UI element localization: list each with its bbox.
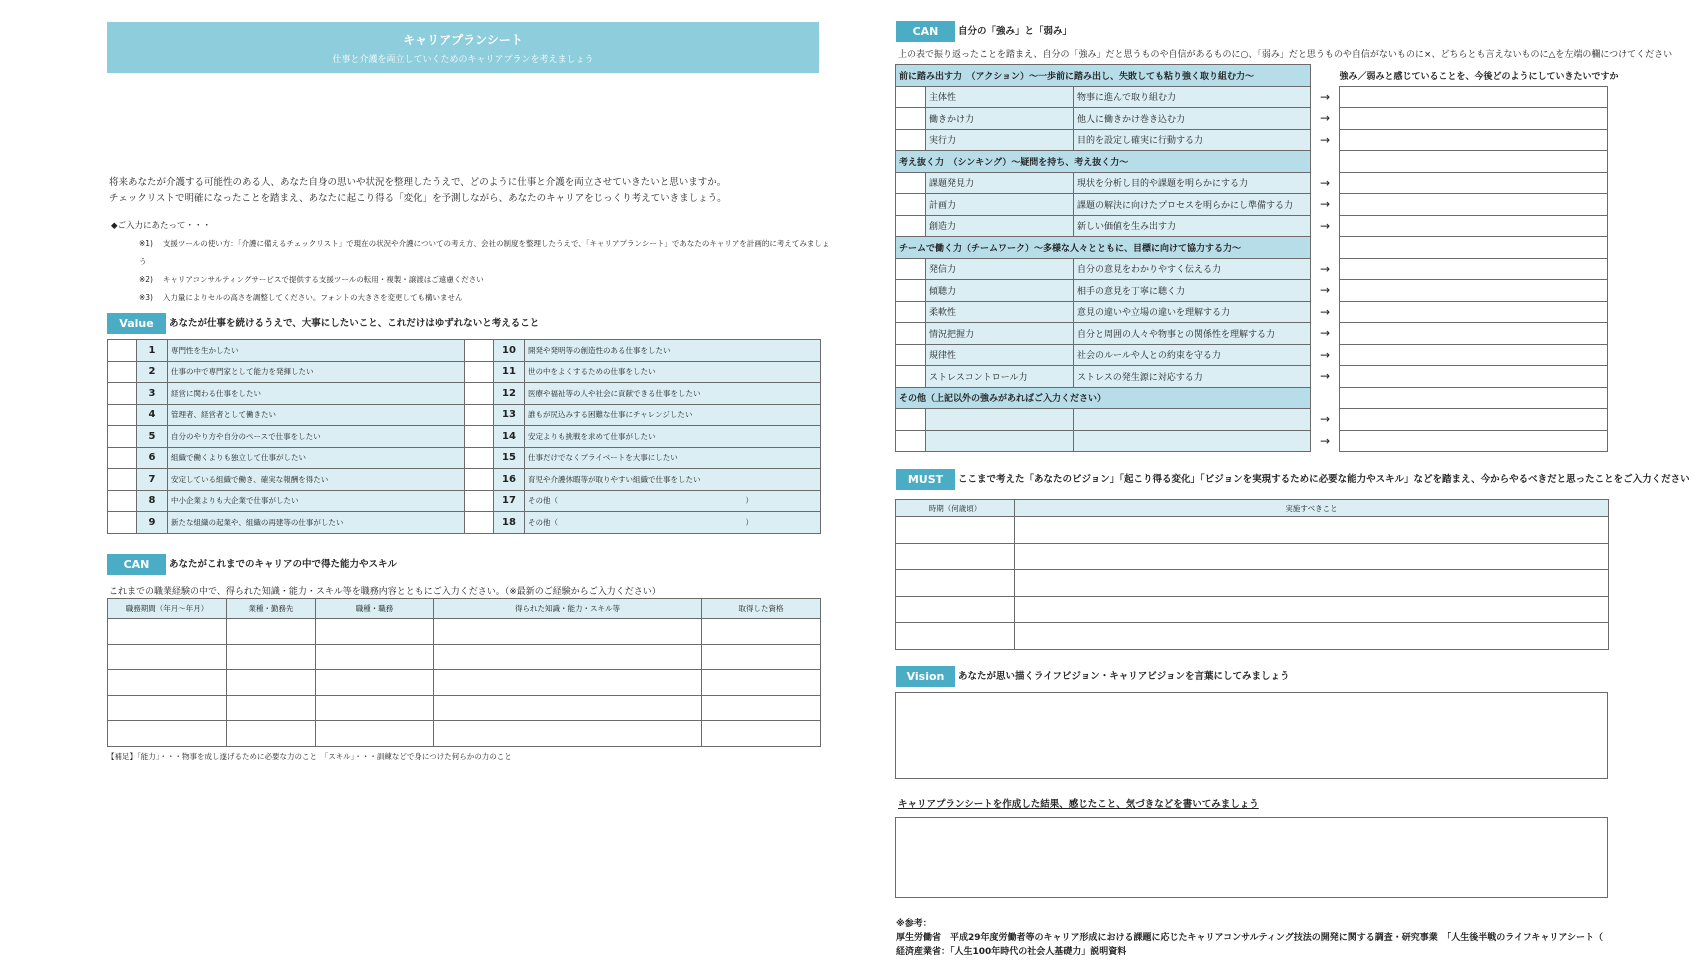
strength-mark-cell[interactable] bbox=[896, 430, 926, 452]
strength-item-desc: 相手の意見を丁寧に聴く力 bbox=[1074, 280, 1311, 302]
strength-mark-cell[interactable] bbox=[896, 194, 926, 216]
strength-item-name: 課題発見力 bbox=[926, 172, 1074, 194]
career-cell[interactable] bbox=[227, 644, 316, 670]
value-number: 18 bbox=[494, 512, 525, 534]
must-row bbox=[896, 596, 1609, 623]
career-row bbox=[108, 695, 821, 721]
col-job: 職種・職務 bbox=[316, 599, 434, 619]
strength-item-name: 創造力 bbox=[926, 215, 1074, 237]
strength-item-row bbox=[896, 172, 1608, 194]
spacer bbox=[1311, 65, 1340, 87]
strength-mark-cell[interactable] bbox=[896, 301, 926, 323]
can-career-title: あなたがこれまでのキャリアの中で得た能力やスキル bbox=[169, 559, 397, 570]
value-check-cell[interactable] bbox=[465, 469, 494, 491]
can-strength-desc: 上の表で振り返ったことを踏まえ、自分の「強み」だと思うものや自信があるものに○、「弱み」だと思うものや自信がないものに×、どちらとも言えないものに△を左端の欄につけてください bbox=[898, 50, 1673, 60]
strength-table bbox=[895, 64, 1619, 452]
value-check-cell[interactable] bbox=[465, 383, 494, 405]
value-number: 4 bbox=[137, 404, 168, 426]
value-text: その他（ ） bbox=[525, 512, 821, 534]
value-number: 13 bbox=[494, 404, 525, 426]
strength-item-desc: 自分の意見をわかりやすく伝える力 bbox=[1074, 258, 1311, 280]
career-cell[interactable] bbox=[702, 721, 821, 747]
sheet-title: キャリアプランシート bbox=[403, 33, 523, 47]
reference-2: 経済産業省：「人生100年時代の社会人基礎力」説明資料 bbox=[896, 947, 1127, 957]
col-industry: 業種・勤務先 bbox=[227, 599, 316, 619]
career-history-table bbox=[107, 598, 821, 747]
strength-item-desc: 現状を分析し目的や課題を明らかにする力 bbox=[1074, 172, 1311, 194]
strength-plan-cell[interactable] bbox=[1340, 280, 1608, 302]
spacer bbox=[1311, 237, 1340, 259]
references bbox=[896, 917, 1696, 959]
value-check-cell[interactable] bbox=[108, 447, 137, 469]
career-cell[interactable] bbox=[108, 670, 227, 696]
strength-item-desc: 物事に進んで取り組む力 bbox=[1074, 86, 1311, 108]
value-number: 3 bbox=[137, 383, 168, 405]
value-text: その他（ ） bbox=[525, 490, 821, 512]
strength-item-name bbox=[926, 430, 1074, 452]
strength-mark-cell[interactable] bbox=[896, 129, 926, 151]
value-check-cell[interactable] bbox=[108, 512, 137, 534]
col-period: 職務期間（年月～年月） bbox=[108, 599, 227, 619]
value-row bbox=[108, 447, 821, 469]
value-text: 医療や福祉等の人や社会に貢献できる仕事をしたい bbox=[525, 383, 821, 405]
value-table bbox=[107, 339, 821, 534]
strength-plan-cell[interactable] bbox=[1340, 409, 1608, 431]
strength-plan-cell[interactable] bbox=[1340, 151, 1608, 173]
value-text: 経営に関わる仕事をしたい bbox=[168, 383, 465, 405]
strength-item-name: 発信力 bbox=[926, 258, 1074, 280]
strength-item-row bbox=[896, 409, 1608, 431]
vision-title: あなたが思い描くライフビジョン・キャリアビジョンを言葉にしてみましょう bbox=[958, 671, 1290, 682]
value-row bbox=[108, 361, 821, 383]
value-number: 6 bbox=[137, 447, 168, 469]
must-table bbox=[895, 499, 1609, 650]
strength-item-name: 規律性 bbox=[926, 344, 1074, 366]
strength-item-row bbox=[896, 215, 1608, 237]
value-number: 17 bbox=[494, 490, 525, 512]
value-text: 仕事だけでなくプライベートを大事にしたい bbox=[525, 447, 821, 469]
strength-plan-cell[interactable] bbox=[1340, 387, 1608, 409]
sheet-title-banner bbox=[107, 22, 819, 73]
arrow-right-icon: → bbox=[1319, 89, 1331, 104]
arrow-right-icon: → bbox=[1319, 283, 1331, 298]
strength-item-name: ストレスコントロール力 bbox=[926, 366, 1074, 388]
arrow-right-icon: → bbox=[1319, 326, 1331, 341]
strength-item-name: 主体性 bbox=[926, 86, 1074, 108]
reference-1: 厚生労働省 平成29年度労働者等のキャリア形成における課題に応じたキャリアコンサルティング技法の開発に関する調査・研究事業 「人生後半戦のライフキャリアシート（ bbox=[896, 933, 1603, 943]
career-row bbox=[108, 721, 821, 747]
strength-mark-cell[interactable] bbox=[896, 409, 926, 431]
strength-group-label: その他（上記以外の強みがあればご入力ください） bbox=[896, 387, 1311, 409]
value-row bbox=[108, 469, 821, 491]
intro-text bbox=[109, 175, 829, 207]
career-cell[interactable] bbox=[316, 644, 434, 670]
must-title: ここまで考えた「あなたのビジョン」「起こり得る変化」「ビジョンを実現するために必要な能力やスキル」などを踏まえ、今からやるべきだと思ったことをご入力ください bbox=[958, 474, 1690, 485]
strength-mark-cell[interactable] bbox=[896, 258, 926, 280]
value-number: 2 bbox=[137, 361, 168, 383]
value-row bbox=[108, 404, 821, 426]
value-number: 9 bbox=[137, 512, 168, 534]
strength-item-desc: 社会のルールや人との約束を守る力 bbox=[1074, 344, 1311, 366]
must-timing-cell[interactable] bbox=[896, 570, 1015, 597]
strength-group-row bbox=[896, 151, 1608, 173]
career-cell[interactable] bbox=[702, 619, 821, 645]
must-row bbox=[896, 570, 1609, 597]
value-number: 8 bbox=[137, 490, 168, 512]
value-check-cell[interactable] bbox=[465, 340, 494, 362]
strength-item-name: 情況把握力 bbox=[926, 323, 1074, 345]
career-cell[interactable] bbox=[316, 670, 434, 696]
strength-plan-cell[interactable] bbox=[1340, 237, 1608, 259]
career-cell[interactable] bbox=[108, 695, 227, 721]
career-cell[interactable] bbox=[227, 670, 316, 696]
strength-item-row bbox=[896, 323, 1608, 345]
intro-line-2: チェックリストで明確になったことを踏まえ、あなたに起こり得る「変化」を予測しながら、あなたのキャリアをじっくり考えていきましょう。 bbox=[109, 193, 727, 204]
must-timing-cell[interactable] bbox=[896, 543, 1015, 570]
value-check-cell[interactable] bbox=[108, 404, 137, 426]
col-skills: 得られた知識・能力・スキル等 bbox=[434, 599, 702, 619]
arrow-right-icon: → bbox=[1319, 304, 1331, 319]
arrow-right-icon: → bbox=[1319, 197, 1331, 212]
must-timing-cell[interactable] bbox=[896, 517, 1015, 544]
strength-item-desc: 新しい価値を生み出す力 bbox=[1074, 215, 1311, 237]
strength-side-header: 強み／弱みと感じていることを、今後どのようにしていきたいですか bbox=[1339, 71, 1619, 82]
value-row bbox=[108, 426, 821, 448]
value-row bbox=[108, 383, 821, 405]
notes-heading: ◆ご入力にあたって・・・ bbox=[111, 221, 212, 231]
career-cell[interactable] bbox=[108, 721, 227, 747]
value-row bbox=[108, 490, 821, 512]
value-check-cell[interactable] bbox=[108, 469, 137, 491]
col-qualifications: 取得した資格 bbox=[702, 599, 821, 619]
can-career-tag: CAN bbox=[107, 554, 166, 575]
career-row bbox=[108, 670, 821, 696]
strength-item-desc: 自分と周囲の人々や物事との関係性を理解する力 bbox=[1074, 323, 1311, 345]
value-check-cell[interactable] bbox=[465, 426, 494, 448]
col-action: 実施すべきこと bbox=[1015, 500, 1609, 517]
value-text: 専門性を生かしたい bbox=[168, 340, 465, 362]
value-number: 14 bbox=[494, 426, 525, 448]
value-check-cell[interactable] bbox=[108, 426, 137, 448]
must-action-cell[interactable] bbox=[1015, 570, 1609, 597]
career-cell[interactable] bbox=[227, 695, 316, 721]
value-number: 7 bbox=[137, 469, 168, 491]
career-cell[interactable] bbox=[434, 721, 702, 747]
strength-item-desc bbox=[1074, 430, 1311, 452]
strength-item-name bbox=[926, 409, 1074, 431]
strength-mark-cell[interactable] bbox=[896, 366, 926, 388]
value-text: 世の中をよくするための仕事をしたい bbox=[525, 361, 821, 383]
career-cell[interactable] bbox=[434, 670, 702, 696]
intro-line-1: 将来あなたが介護する可能性のある人、あなた自身の思いや状況を整理したうえで、どのように仕事と介護を両立させていきたいと思いますか。 bbox=[109, 177, 727, 188]
reflection-input-box[interactable] bbox=[895, 817, 1608, 898]
value-text: 育児や介護休暇等が取りやすい組織で仕事をしたい bbox=[525, 469, 821, 491]
arrow-right-icon: → bbox=[1319, 261, 1331, 276]
arrow-right-icon: → bbox=[1319, 412, 1331, 427]
value-check-cell[interactable] bbox=[108, 340, 137, 362]
strength-mark-cell[interactable] bbox=[896, 344, 926, 366]
must-action-cell[interactable] bbox=[1015, 596, 1609, 623]
strength-group-row bbox=[896, 237, 1608, 259]
strength-mark-cell[interactable] bbox=[896, 215, 926, 237]
career-cell[interactable] bbox=[702, 644, 821, 670]
sheet-subtitle: 仕事と介護を両立していくためのキャリアプランを考えましょう bbox=[332, 55, 594, 65]
career-row bbox=[108, 644, 821, 670]
arrow-right-icon: → bbox=[1319, 175, 1331, 190]
career-cell[interactable] bbox=[227, 721, 316, 747]
strength-group-label: 前に踏み出す力 （アクション）～一歩前に踏み出し、失敗しても粘り強く取り組む力～ bbox=[896, 65, 1311, 87]
strength-item-row bbox=[896, 194, 1608, 216]
strength-plan-cell[interactable] bbox=[1340, 108, 1608, 130]
value-check-cell[interactable] bbox=[465, 361, 494, 383]
value-check-cell[interactable] bbox=[465, 490, 494, 512]
strength-plan-cell[interactable] bbox=[1340, 323, 1608, 345]
strength-item-row bbox=[896, 280, 1608, 302]
strength-item-desc: 目的を設定し確実に行動する力 bbox=[1074, 129, 1311, 151]
value-number: 15 bbox=[494, 447, 525, 469]
strength-plan-cell[interactable] bbox=[1340, 366, 1608, 388]
value-text: 仕事の中で専門家として能力を発揮したい bbox=[168, 361, 465, 383]
arrow-right-icon: → bbox=[1319, 347, 1331, 362]
value-text: 自分のやり方や自分のペースで仕事をしたい bbox=[168, 426, 465, 448]
value-text: 管理者、経営者として働きたい bbox=[168, 404, 465, 426]
strength-mark-cell[interactable] bbox=[896, 108, 926, 130]
strength-plan-cell[interactable] bbox=[1340, 129, 1608, 151]
strength-mark-cell[interactable] bbox=[896, 280, 926, 302]
value-row bbox=[108, 512, 821, 534]
value-title: あなたが仕事を続けるうえで、大事にしたいこと、これだけはゆずれないと考えること bbox=[169, 318, 540, 329]
vision-tag: Vision bbox=[896, 666, 955, 687]
spacer bbox=[1311, 151, 1340, 173]
must-row bbox=[896, 623, 1609, 650]
strength-item-row bbox=[896, 301, 1608, 323]
value-number: 16 bbox=[494, 469, 525, 491]
value-number: 11 bbox=[494, 361, 525, 383]
must-timing-cell[interactable] bbox=[896, 596, 1015, 623]
strength-plan-cell[interactable] bbox=[1340, 215, 1608, 237]
strength-item-desc: 意見の違いや立場の違いを理解する力 bbox=[1074, 301, 1311, 323]
value-check-cell[interactable] bbox=[465, 404, 494, 426]
must-row bbox=[896, 517, 1609, 544]
spacer bbox=[1311, 387, 1340, 409]
strength-item-row bbox=[896, 108, 1608, 130]
arrow-right-icon: → bbox=[1319, 132, 1331, 147]
arrow-right-icon: → bbox=[1319, 369, 1331, 384]
value-text: 誰もが尻込みする困難な仕事にチャレンジしたい bbox=[525, 404, 821, 426]
strength-plan-cell[interactable] bbox=[1340, 430, 1608, 452]
value-text: 新たな組織の起業や、組織の再建等の仕事がしたい bbox=[168, 512, 465, 534]
value-number: 10 bbox=[494, 340, 525, 362]
note-2: ※2) キャリアコンサルティングサービスで提供する支援ツールの転用・複製・譲渡はご遠慮ください bbox=[139, 275, 484, 284]
career-cell[interactable] bbox=[108, 619, 227, 645]
must-action-cell[interactable] bbox=[1015, 517, 1609, 544]
career-cell[interactable] bbox=[702, 695, 821, 721]
value-text: 安定よりも挑戦を求めて仕事がしたい bbox=[525, 426, 821, 448]
note-3: ※3) 入力量によりセルの高さを調整してください。フォントの大きさを変更しても構いません bbox=[139, 293, 463, 302]
strength-plan-cell[interactable] bbox=[1340, 172, 1608, 194]
strength-item-name: 柔軟性 bbox=[926, 301, 1074, 323]
note-1: ※1) 支援ツールの使い方：「介護に備えるチェックリスト」で現在の状況や介護についての考え方、会社の制度を整理したうえで、「キャリアプランシート」であなたのキャリアを計画的に考えてみましょう bbox=[139, 239, 830, 266]
strength-mark-cell[interactable] bbox=[896, 172, 926, 194]
can-career-footnote: 【補足】「能力」・・・物事を成し遂げるために必要な力のこと 「スキル」・・・訓練などで身につけた何らかの力のこと bbox=[107, 752, 512, 761]
value-number: 1 bbox=[137, 340, 168, 362]
value-check-cell[interactable] bbox=[465, 447, 494, 469]
vision-input-box[interactable] bbox=[895, 692, 1608, 779]
value-text: 組織で働くよりも独立して仕事がしたい bbox=[168, 447, 465, 469]
value-text: 開発や発明等の創造性のある仕事をしたい bbox=[525, 340, 821, 362]
value-text: 中小企業よりも大企業で仕事がしたい bbox=[168, 490, 465, 512]
strength-item-row bbox=[896, 366, 1608, 388]
strength-item-desc: 他人に働きかけ巻き込む力 bbox=[1074, 108, 1311, 130]
strength-group-label: 考え抜く力 （シンキング）～疑問を持ち、考え抜く力～ bbox=[896, 151, 1311, 173]
must-tag: MUST bbox=[896, 469, 955, 490]
career-cell[interactable] bbox=[316, 619, 434, 645]
arrow-right-icon: → bbox=[1319, 433, 1331, 448]
strength-plan-cell[interactable] bbox=[1340, 194, 1608, 216]
must-timing-cell[interactable] bbox=[896, 623, 1015, 650]
col-timing: 時期（何歳頃） bbox=[896, 500, 1015, 517]
strength-plan-cell[interactable] bbox=[1340, 86, 1608, 108]
strength-item-name: 計画力 bbox=[926, 194, 1074, 216]
arrow-right-icon: → bbox=[1319, 218, 1331, 233]
reflection-title: キャリアプランシートを作成した結果、感じたこと、気づきなどを書いてみましょう bbox=[898, 799, 1259, 810]
can-strength-title: 自分の「強み」と「弱み」 bbox=[958, 26, 1073, 37]
strength-mark-cell[interactable] bbox=[896, 323, 926, 345]
references-heading: ※参考： bbox=[896, 919, 932, 929]
strength-item-desc: ストレスの発生源に対応する力 bbox=[1074, 366, 1311, 388]
value-tag: Value bbox=[107, 313, 166, 334]
can-career-desc: これまでの職業経験の中で、得られた知識・能力・スキル等を職務内容とともにご入力ください。（※最新のご経験からご入力ください） bbox=[109, 587, 661, 597]
value-row bbox=[108, 340, 821, 362]
strength-plan-cell[interactable] bbox=[1340, 344, 1608, 366]
value-number: 12 bbox=[494, 383, 525, 405]
must-row bbox=[896, 543, 1609, 570]
must-action-cell[interactable] bbox=[1015, 623, 1609, 650]
strength-header-row bbox=[896, 65, 1608, 87]
must-action-cell[interactable] bbox=[1015, 543, 1609, 570]
value-text: 安定している組織で働き、確実な報酬を得たい bbox=[168, 469, 465, 491]
strength-item-row bbox=[896, 86, 1608, 108]
career-cell[interactable] bbox=[434, 695, 702, 721]
strength-item-desc bbox=[1074, 409, 1311, 431]
career-row bbox=[108, 619, 821, 645]
arrow-right-icon: → bbox=[1319, 111, 1331, 126]
strength-item-name: 傾聴力 bbox=[926, 280, 1074, 302]
strength-item-row bbox=[896, 258, 1608, 280]
career-cell[interactable] bbox=[227, 619, 316, 645]
value-check-cell[interactable] bbox=[108, 361, 137, 383]
strength-plan-cell[interactable] bbox=[1340, 301, 1608, 323]
value-check-cell[interactable] bbox=[108, 490, 137, 512]
value-check-cell[interactable] bbox=[108, 383, 137, 405]
career-cell[interactable] bbox=[434, 619, 702, 645]
career-cell[interactable] bbox=[316, 695, 434, 721]
can-strength-tag: CAN bbox=[896, 21, 955, 42]
strength-plan-cell[interactable] bbox=[1340, 258, 1608, 280]
strength-item-row bbox=[896, 129, 1608, 151]
strength-item-name: 働きかけ力 bbox=[926, 108, 1074, 130]
career-cell[interactable] bbox=[108, 644, 227, 670]
strength-mark-cell[interactable] bbox=[896, 86, 926, 108]
strength-group-label: チームで働く力（チームワーク）～多様な人々とともに、目標に向けて協力する力～ bbox=[896, 237, 1311, 259]
value-check-cell[interactable] bbox=[465, 512, 494, 534]
strength-item-name: 実行力 bbox=[926, 129, 1074, 151]
strength-item-desc: 課題の解決に向けたプロセスを明らかにし準備する力 bbox=[1074, 194, 1311, 216]
strength-item-row bbox=[896, 344, 1608, 366]
input-notes bbox=[111, 217, 831, 307]
career-cell[interactable] bbox=[702, 670, 821, 696]
strength-item-row bbox=[896, 430, 1608, 452]
value-number: 5 bbox=[137, 426, 168, 448]
career-cell[interactable] bbox=[316, 721, 434, 747]
career-cell[interactable] bbox=[434, 644, 702, 670]
strength-group-row bbox=[896, 387, 1608, 409]
